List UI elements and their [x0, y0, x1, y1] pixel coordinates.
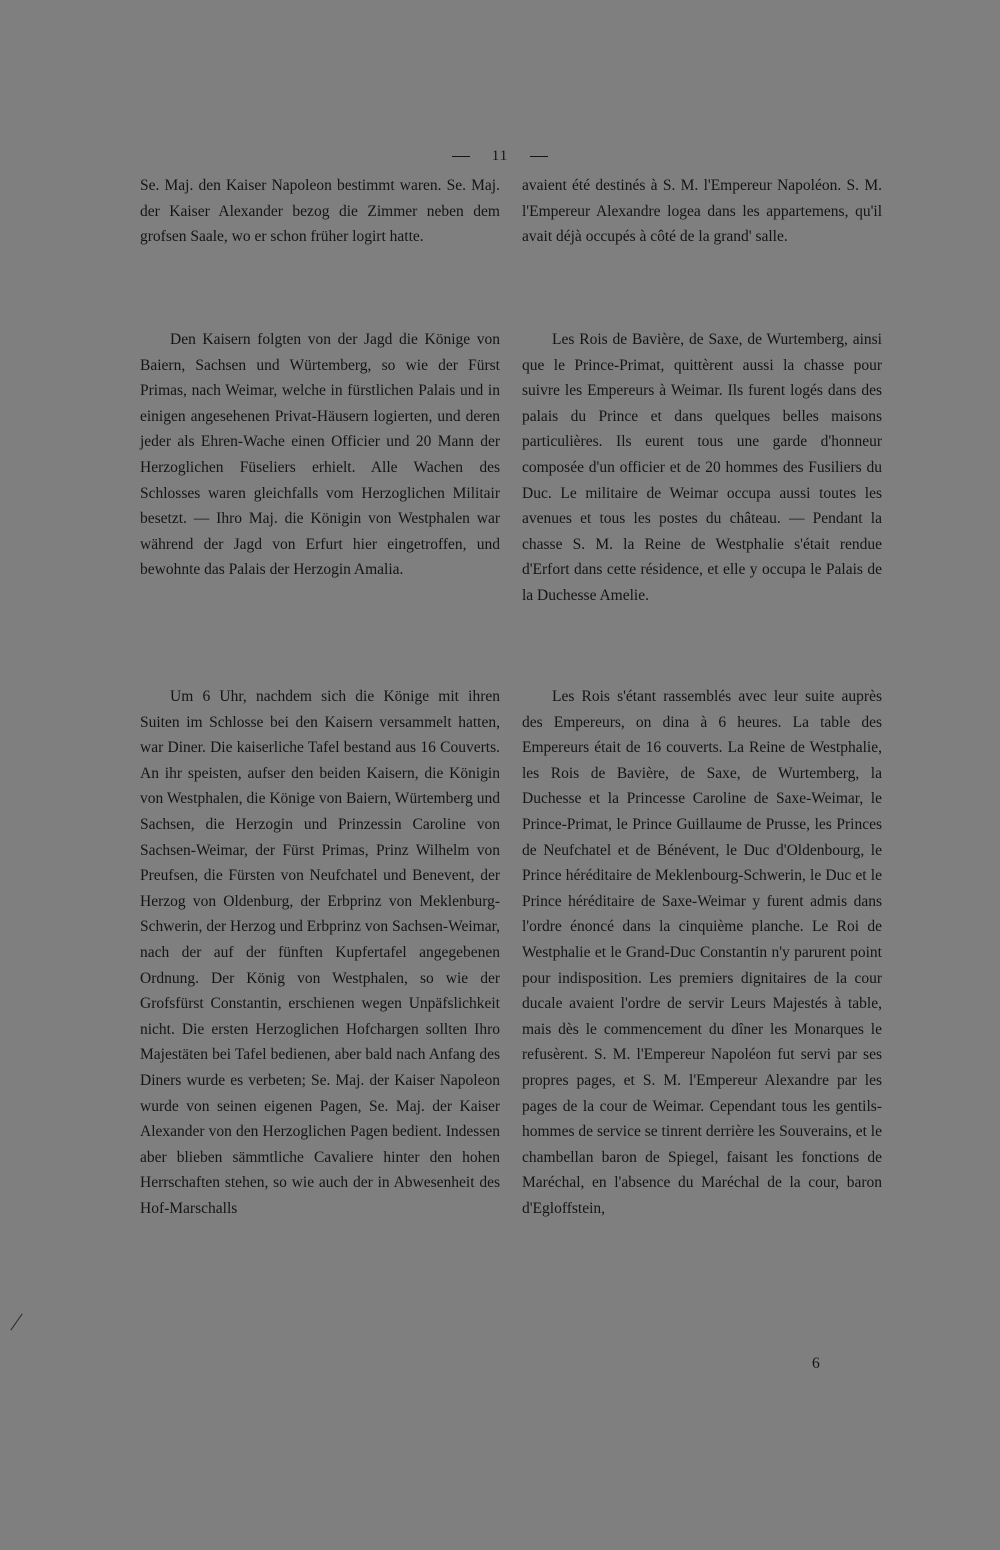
- french-paragraph-2: Les Rois de Bavière, de Saxe, de Wurtemberg, ainsi que le Prince-Primat, quittèrent aussi la chasse pour suivre les Empereurs à Weimar. Ils furent logés dans des palais du Prince et dans quelques belles maisons particulières. Ils eurent tous une garde d'honneur composée d'un officier et de 20 hommes des Fusiliers du Duc. Le militaire de Weimar occupa aussi toutes les avenues et tous les postes du château. — Pendant la chasse S. M. la Reine de Westphalie s'était rendue d'Erfort dans cette résidence, et elle y occupa le Palais de la Duchesse Amelie.: [522, 331, 882, 604]
- german-paragraph-2: Den Kaisern folgten von der Jagd die Könige von Baiern, Sachsen und Würtemberg, so wie der Fürst Primas, nach Weimar, welche in fürstlichen Palais und in einigen angesehenen Privat-Häusern logierten, und deren jeder als Ehren-Wache einen Officier und 20 Mann der Herzoglichen Füseliers erhielt. Alle Wachen des Schlosses waren gleichfalls vom Herzoglichen Militair besetzt. — Ihro Maj. die Königin von Westphalen war während der Jagd von Erfurt hier eingetroffen, und bewohnte das Palais der Herzogin Amalia.: [140, 331, 500, 579]
- german-column-block-3: [140, 684, 500, 1221]
- header-dash-left: [452, 156, 470, 157]
- german-column-block-2: [140, 327, 500, 583]
- french-paragraph-1: avaient été destinés à S. M. l'Empereur Napoléon. S. M. l'Empereur Alexandre logea dans les appartemens, qu'il avait déjà occupés à côté de la grand' salle.: [522, 177, 882, 246]
- page-header: [0, 148, 1000, 165]
- french-column-block-1: [522, 173, 882, 250]
- french-paragraph-3: Les Rois s'étant rassemblés avec leur suite auprès des Empereurs, on dina à 6 heures. La table des Empereurs était de 16 couverts. La Reine de Westphalie, les Rois de Bavière, de Saxe, de Wurtemberg, la Duchesse et la Princesse Caroline de Saxe-Weimar, le Prince-Primat, le Prince Guillaume de Prusse, les Princes de Neufchatel et de Bénévent, le Duc d'Oldenbourg, le Prince héréditaire de Meklenbourg-Schwerin, le Duc et le Prince héréditaire de Saxe-Weimar y furent admis dans l'ordre énoncé dans la cinquième planche. Le Roi de Westphalie et le Grand-Duc Constantin n'y parurent point pour indisposition. Les premiers dignitaires de la cour ducale avaient l'ordre de servir Leurs Majestés à table, mais dès le commencement du dîner les Monarques le refusèrent. S. M. l'Empereur Napoléon fut servi par ses propres pages, et S. M. l'Empereur Alexandre par les pages de la cour de Weimar. Cependant tous les gentils-hommes de service se tinrent derrière les Souverains, et le chambellan baron de Spiegel, faisant les fonctions de Maréchal, en l'absence du Maréchal de la cour, baron d'Egloffstein,: [522, 688, 882, 1217]
- german-paragraph-3: Um 6 Uhr, nachdem sich die Könige mit ihren Suiten im Schlosse bei den Kaisern versammelt hatten, war Diner. Die kaiserliche Tafel bestand aus 16 Couverts. An ihr speisten, aufser den beiden Kaisern, die Königin von Westphalen, die Könige von Baiern, Würtemberg und Sachsen, die Herzogin und Prinzessin Caroline von Sachsen-Weimar, der Fürst Primas, Prinz Wilhelm von Preufsen, die Fürsten von Neufchatel und Benevent, der Herzog von Oldenburg, der Erbprinz von Meklenburg-Schwerin, der Herzog und Erbprinz von Sachsen-Weimar, nach der auf der fünften Kupfertafel angegebenen Ordnung. Der König von Westphalen, so wie der Grofsfürst Constantin, erschienen wegen Unpäfslichkeit nicht. Die ersten Herzoglichen Hofchargen sollten Ihro Majestäten bei Tafel bedienen, aber bald nach Anfang des Diners wurde es verbeten; Se. Maj. der Kaiser Napoleon wurde von seinen eigenen Pagen, Se. Maj. der Kaiser Alexander von den Herzoglichen Pagen bedient. Indessen aber blieben sämmtliche Cavaliere hinter den hohen Herrschaften stehen, so wie auch der in Abwesenheit des Hof-Marschalls: [140, 688, 500, 1217]
- signature-mark: 6: [812, 1355, 820, 1372]
- french-column-block-2: [522, 327, 882, 609]
- stray-pen-mark: [10, 1314, 22, 1331]
- german-paragraph-1: Se. Maj. den Kaiser Napoleon bestimmt waren. Se. Maj. der Kaiser Alexander bezog die Zimmer neben dem grofsen Saale, wo er schon früher logirt hatte.: [140, 177, 500, 246]
- page-number: 11: [491, 148, 509, 164]
- german-column-block-1: [140, 173, 500, 250]
- header-dash-right: [530, 156, 548, 157]
- french-column-block-3: [522, 684, 882, 1221]
